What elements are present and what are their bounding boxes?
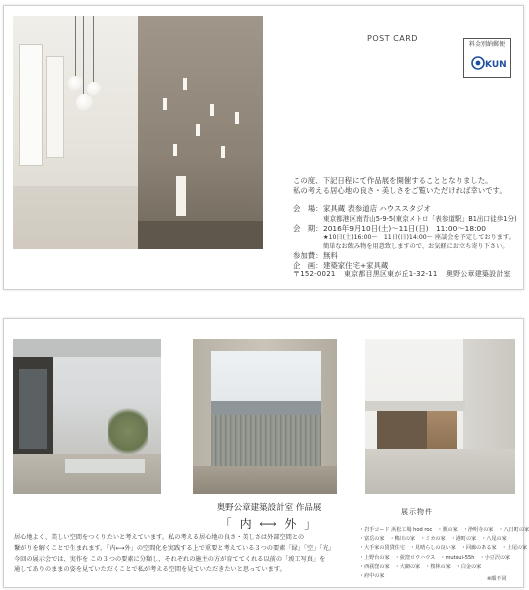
works-row: ・岩手コード 浜松工場 hod roc ・栗の家 ・浄明寺の家 ・八日町の家 [359, 527, 529, 533]
logo-text: KUN [485, 60, 507, 70]
detail-fee [293, 251, 515, 261]
postcard-label: POST CARD [367, 34, 418, 43]
event-description [293, 176, 515, 271]
exhibition-organizer: 奥野公章建築設計室 作品展 [216, 503, 322, 513]
fee-value: 無料 [323, 251, 338, 260]
street-address: 東京都目黒区東が丘1-32-11 [343, 270, 438, 278]
detail-dates [293, 224, 515, 234]
postal-logo-icon [470, 53, 507, 73]
works-row: ・西荻窪の家 ・大網の家 ・桜林の家 ・白金の家 [359, 563, 482, 570]
intro-line: 私の考える居心地の良さ・美しさをご覧いただければ幸いです。 [293, 186, 507, 195]
office-name: 奥野公章建築設計室 [445, 270, 511, 278]
works-row: ・府中の家 [359, 573, 385, 580]
statement-line: 繋がりを解くことで生まれます。「内⟷外」の空間化を実践する上で重要と考えている３つの要素「緑」「空」「光」 [14, 544, 335, 552]
city-view-photo [193, 339, 337, 494]
planning-value: 建築家住宅+家具蔵 [323, 261, 389, 270]
stamp-label: 料金別納郵便 [468, 41, 505, 48]
interior-photo [13, 16, 263, 249]
detail-venue [293, 204, 515, 224]
pendant-lamp [68, 76, 83, 91]
pendant-lamp [76, 94, 93, 111]
event-dates: 2016年9月10日(土)〜11日(日) 11:00〜18:00 [323, 224, 486, 233]
venue-name: 家具蔵 表参道店 ハウススタジオ [323, 204, 431, 213]
event-note: 簡単なお飲み物を用意致しますので、お気軽にお立ち寄り下さい。 [323, 242, 509, 250]
courtyard-photo [365, 339, 515, 494]
intro-line: この度、下記日程にて作品展を開催することとなりました。 [293, 176, 493, 185]
statement-line: 居心地よく、美しい空間をつくりたいと考えています。私の考える居心地の良さ・美しさは外部空間との [14, 534, 305, 541]
detail-label: 企 画： [293, 261, 323, 270]
works-list [359, 526, 529, 581]
works-row: ・上野台の家 ・荻窪ロウハウス ・mutsui-55h ・小豆沢の家 [359, 554, 511, 561]
statement-line: 今回の展示会では、実作を この３つの要素に分類し、それぞれの施主の方が育ててくれる以前の「竣工写真」を [14, 555, 326, 563]
works-heading: 展示物件 [401, 508, 433, 516]
detail-label: 参加費： [293, 251, 323, 260]
works-row: ・富岳の家 ・鴨川の家 ・ミカの家 ・港町の家 ・八尾の家 [359, 536, 507, 543]
postage-stamp-box [463, 38, 511, 78]
pendant-lamp [87, 82, 101, 96]
detail-label: 会 場： [293, 204, 323, 213]
works-note: ※順不同 [487, 576, 507, 582]
sender-address [293, 269, 517, 279]
venue-address: 東京都港区南青山5-9-5(東京メトロ「表参道駅」B1出口徒歩1分) [323, 215, 517, 223]
exhibition-title: 「 内 ⟷ 外 」 [219, 517, 319, 531]
postcard-front [3, 5, 524, 290]
veranda-photo [13, 339, 161, 494]
exhibition-statement [14, 533, 342, 576]
postcard-back [3, 318, 529, 588]
event-note: ★10日(土)16:00〜 11日(日)14:00〜 座談会を予定しております。 [323, 234, 515, 241]
works-row: ・大手家の賃貸住宅 ・見晴らしの良い家 ・回廊のある家 ・上尾の家 [359, 545, 528, 552]
detail-label: 会 期： [293, 224, 323, 233]
statement-line: 通してありのままの姿を見ていただくことで私が考える空間を見ていただきたいと思っています。 [14, 566, 286, 574]
postal-code: 〒152-0021 [293, 270, 336, 278]
